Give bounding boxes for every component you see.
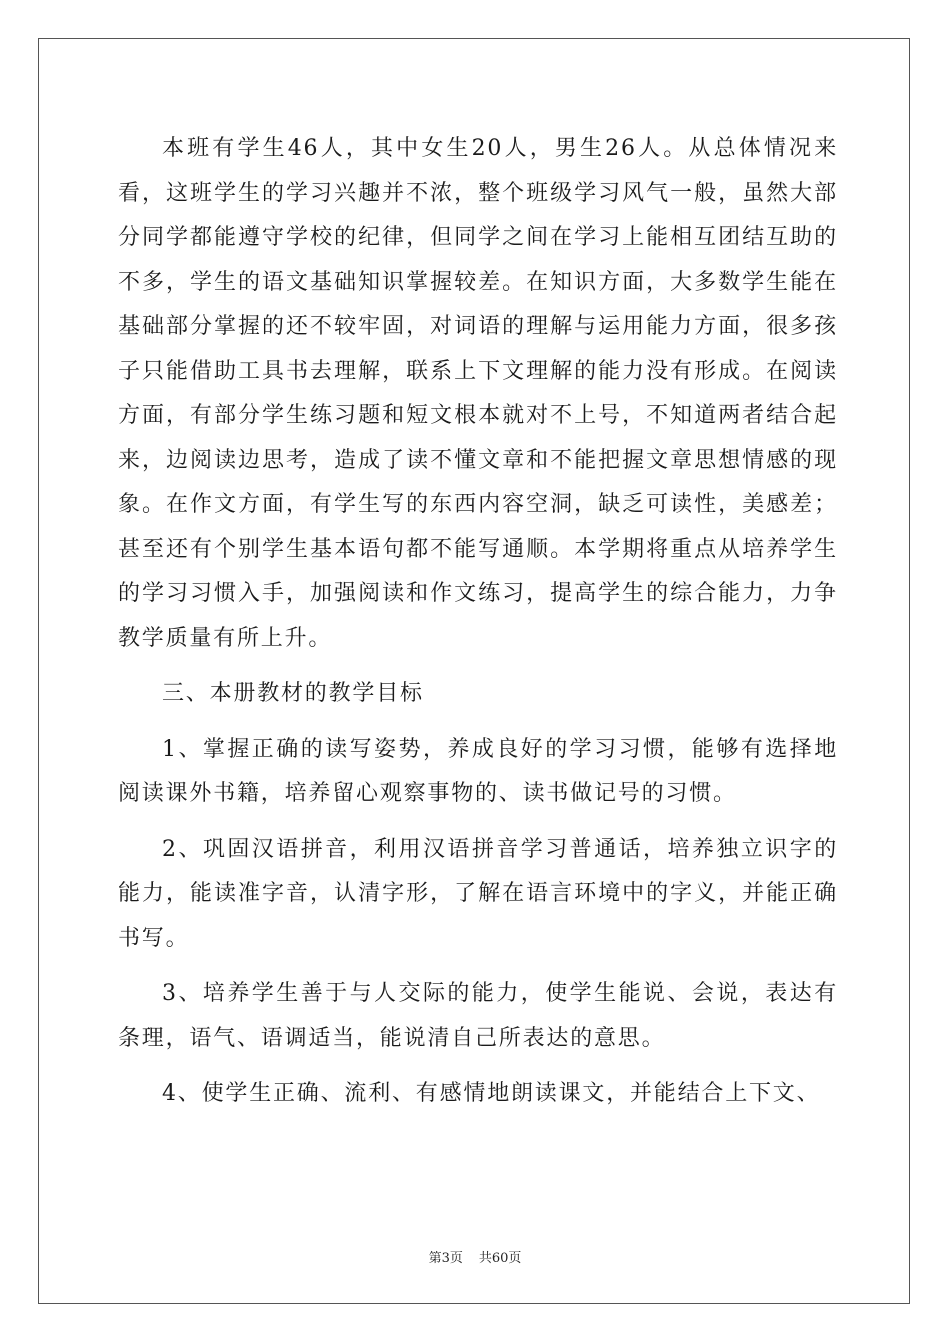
section-heading-teaching-goals: 三、本册教材的教学目标 [162, 681, 424, 706]
total-pages: 共60页 [478, 1251, 522, 1266]
page-footer [0, 1247, 950, 1266]
goal-item-3: 3、培养学生善于与人交际的能力，使学生能说、会说，表达有条理，语气、语调适当，能说清自己所表达的意思。 [118, 981, 838, 1051]
goal-item-1: 1、掌握正确的读写姿势，养成良好的学习习惯，能够有选择地阅读课外书籍，培养留心观察事物的、读书做记号的习惯。 [118, 736, 838, 806]
document-body [118, 127, 838, 1128]
goal-item-4: 4、使学生正确、流利、有感情地朗读课文，并能结合上下文、 [162, 1081, 821, 1106]
paragraph-class-overview: 本班有学生46人，其中女生20人，男生26人。从总体情况来看，这班学生的学习兴趣并不浓，整个班级学习风气一般，虽然大部分同学都能遵守学校的纪律，但同学之间在学习上能相互团结互助的不多，学生的语文基础知识掌握较差。在知识方面，大多数学生能在基础部分掌握的还不较牢固，对词语的理解与运用能力方面，很多孩子只能借助工具书去理解，联系上下文理解的能力没有形成。在阅读方面，有部分学生练习题和短文根本就对不上号，不知道两者结合起来，边阅读边思考，造成了读不懂文章和不能把握文章思想情感的现象。在作文方面，有学生写的东西内容空洞，缺乏可读性，美感差；甚至还有个别学生基本语句都不能写通顺。本学期将重点从培养学生的学习习惯入手，加强阅读和作文练习，提高学生的综合能力，力争教学质量有所上升。 [118, 136, 838, 651]
page-number: 第3页 [428, 1251, 463, 1266]
goal-item-2: 2、巩固汉语拼音，利用汉语拼音学习普通话，培养独立识字的能力，能读准字音，认清字形，了解在语言环境中的字义，并能正确书写。 [118, 836, 838, 951]
